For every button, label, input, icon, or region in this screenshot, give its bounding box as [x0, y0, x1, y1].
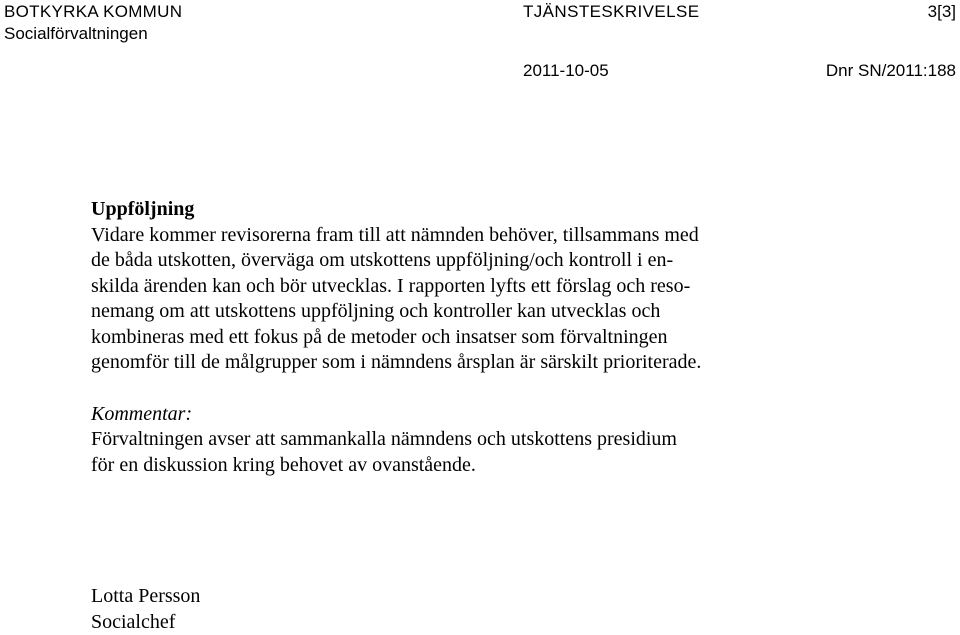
paragraph-line: de båda utskotten, överväga om utskottens uppföljning/och kontroll i en- — [91, 248, 941, 274]
paragraph-line: genomför till de målgrupper som i nämndens årsplan är särskilt prioriterade. — [91, 350, 941, 376]
diary-number: Dnr SN/2011:188 — [826, 61, 956, 81]
signature-block — [91, 584, 200, 635]
comment-line: för en diskussion kring behovet av ovanstående. — [91, 453, 941, 479]
organization-name: BOTKYRKA KOMMUN — [4, 2, 182, 22]
department-name: Socialförvaltningen — [4, 24, 148, 44]
comment-paragraph — [91, 427, 941, 478]
document-type: TJÄNSTESKRIVELSE — [523, 2, 699, 22]
document-body — [91, 197, 941, 478]
document-date: 2011-10-05 — [523, 61, 609, 81]
section-heading: Uppföljning — [91, 197, 941, 223]
section-paragraph — [91, 223, 941, 376]
comment-label: Kommentar: — [91, 402, 941, 428]
paragraph-line: Vidare kommer revisorerna fram till att nämnden behöver, tillsammans med — [91, 223, 941, 249]
signatory-name: Lotta Persson — [91, 584, 200, 610]
signatory-title: Socialchef — [91, 610, 200, 635]
paragraph-line: nemang om att utskottens uppföljning och kontroller kan utvecklas och — [91, 299, 941, 325]
comment-line: Förvaltningen avser att sammankalla nämndens och utskottens presidium — [91, 427, 941, 453]
paragraph-line: kombineras med ett fokus på de metoder och insatser som förvaltningen — [91, 325, 941, 351]
page-number: 3[3] — [928, 2, 956, 22]
paragraph-line: skilda ärenden kan och bör utvecklas. I rapporten lyfts ett förslag och reso- — [91, 274, 941, 300]
